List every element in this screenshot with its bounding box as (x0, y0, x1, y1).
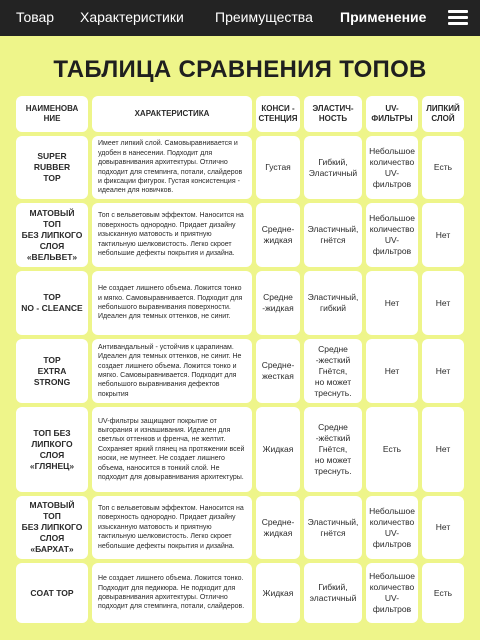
row-sticky-layer: Нет (422, 407, 464, 492)
row-name: SUPER RUBBER TOP (16, 136, 88, 199)
row-consistency: Средне- жидкая (256, 203, 300, 267)
row-elasticity: Гибкий, Эластичный (304, 136, 362, 199)
row-elasticity: Средне -жесткий Гнётся, но может треснуть. (304, 339, 362, 403)
nav-item-characteristics[interactable]: Характеристики (80, 9, 184, 25)
table-row (16, 563, 464, 623)
row-elasticity: Эластичный, гнётся (304, 496, 362, 559)
table-row (16, 339, 464, 403)
row-consistency: Средне -жидкая (256, 271, 300, 335)
table-row (16, 496, 464, 559)
row-sticky-layer: Нет (422, 271, 464, 335)
row-uv-filters: Нет (366, 271, 418, 335)
row-elasticity: Эластичный, гнётся (304, 203, 362, 267)
header-elasticity: ЭЛАСТИЧ- НОСТЬ (304, 96, 362, 132)
row-description: UV-фильтры защищают покрытие от выгорания и изнашивания. Идеален для светлых оттенков и френча, не желтит. Сохраняет яркий глянец на протяжении всей носки, не мутнеет. Не создает лишнего объема, наносится в тонкий слой. Не подходит для довыравнивания архитектуры. (92, 407, 252, 492)
row-description: Не создает лишнего объема. Ложится тонко. Подходит для педикюра. Не подходит для довыравнивания архитектуры. Отлично подходит для стемпинга, потали, слайдеров. (92, 563, 252, 623)
header-characteristic: ХАРАКТЕРИСТИКА (92, 96, 252, 132)
row-name: МАТОВЫЙ ТОП БЕЗ ЛИПКОГО СЛОЯ «ВЕЛЬВЕТ» (16, 203, 88, 267)
row-sticky-layer: Нет (422, 339, 464, 403)
row-consistency: Средне- жидкая (256, 496, 300, 559)
page-title: ТАБЛИЦА СРАВНЕНИЯ ТОПОВ (53, 56, 427, 83)
row-name: TOP NO - CLEANCE (16, 271, 88, 335)
table-row (16, 203, 464, 267)
row-uv-filters: Небольшое количество UV-фильтров (366, 563, 418, 623)
row-name: COAT TOP (16, 563, 88, 623)
row-name: МАТОВЫЙ ТОП БЕЗ ЛИПКОГО СЛОЯ «БАРХАТ» (16, 496, 88, 559)
row-elasticity: Эластичный, гибкий (304, 271, 362, 335)
header-name: НАИМЕНОВА НИЕ (16, 96, 88, 132)
table-row (16, 407, 464, 492)
row-sticky-layer: Нет (422, 496, 464, 559)
row-name: ТОП БЕЗ ЛИПКОГО СЛОЯ «ГЛЯНЕЦ» (16, 407, 88, 492)
table-header-row (16, 96, 464, 132)
row-uv-filters: Небольшое количество UV-фильтров (366, 203, 418, 267)
row-uv-filters: Нет (366, 339, 418, 403)
row-sticky-layer: Нет (422, 203, 464, 267)
row-consistency: Средне- жесткая (256, 339, 300, 403)
row-consistency: Жидкая (256, 407, 300, 492)
row-description: Не создает лишнего объема. Ложится тонко и мягко. Самовыравнивается. Подходит для небольшого выравнивания поверхности. Идеален для темных оттенков, не синит. (92, 271, 252, 335)
row-description: Топ с вельветовым эффектом. Наносится на поверхность однородно. Придает дизайну изысканную матовость и приятную тактильную шелковистость. Легко скроет небольшие дефекты покрытия и дизайна. (92, 203, 252, 267)
hamburger-menu-icon[interactable] (448, 10, 468, 26)
nav-item-application[interactable]: Применение (340, 9, 427, 25)
row-uv-filters: Небольшое количество UV-фильтров (366, 496, 418, 559)
row-uv-filters: Есть (366, 407, 418, 492)
top-navigation (0, 0, 480, 36)
row-sticky-layer: Есть (422, 563, 464, 623)
row-consistency: Жидкая (256, 563, 300, 623)
row-description: Антивандальный - устойчив к царапинам. Идеален для темных оттенков, не синит. Не создает лишнего объема. Ложится тонко и мягко. Самовыравнивается. Подходит для небольшого выравнивания дефектов покрытия (92, 339, 252, 403)
row-elasticity: Гибкий, эластичный (304, 563, 362, 623)
row-uv-filters: Небольшое количество UV-фильтров (366, 136, 418, 199)
header-sticky-layer: ЛИПКИЙ СЛОЙ (422, 96, 464, 132)
nav-item-product[interactable]: Товар (16, 9, 55, 25)
row-sticky-layer: Есть (422, 136, 464, 199)
nav-item-advantages[interactable]: Преимущества (215, 9, 313, 25)
row-description: Топ с вельветовым эффектом. Наносится на поверхность однородно. Придает дизайну изысканную матовость и приятную тактильную шелковистость. Легко скроет небольшие дефекты покрытия и дизайна. (92, 496, 252, 559)
row-name: TOP EXTRA STRONG (16, 339, 88, 403)
row-elasticity: Средне -жёсткий Гнётся, но может треснуть. (304, 407, 362, 492)
row-consistency: Густая (256, 136, 300, 199)
header-uv-filters: UV- ФИЛЬТРЫ (366, 96, 418, 132)
table-row (16, 271, 464, 335)
table-row (16, 136, 464, 199)
row-description: Имеет липкий слой. Самовыравнивается и удобен в нанесении. Подходит для довыравнивания архитектуры. Отлично подходит для стемпинга, потали, слайдеров и фиксации фигурок. Густая консистенция - идеален для новичков. (92, 136, 252, 199)
header-consistency: КОНСИ - СТЕНЦИЯ (256, 96, 300, 132)
